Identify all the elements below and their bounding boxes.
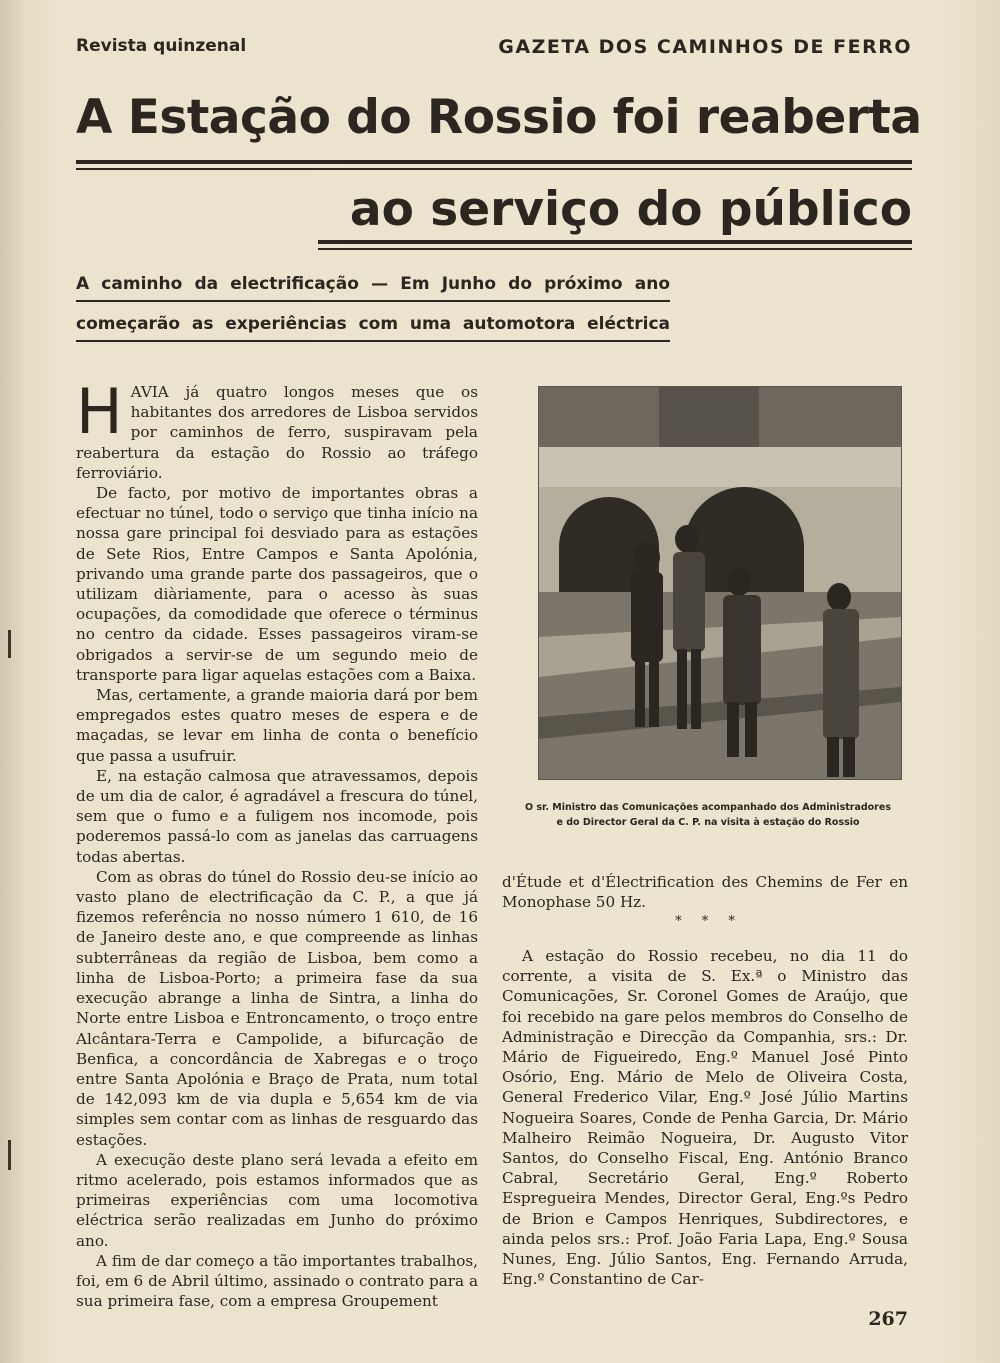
paragraph-visit: A estação do Rossio recebeu, no dia 11 do corrente, a visita de S. Ex.ª o Ministro das Comunicações, Sr. Coronel Gomes de Araújo, que foi recebido na gare pelos membros do Conselho de Administração e Direcção da Companhia, srs.: Dr. Mário de Figueiredo, Eng.º Manuel José Pinto Osório, Eng. Mário de Melo de Oliveira Costa, General Frederico Vilar, Eng.º José Júlio Martins Nogueira Soares, Conde de Penha Garcia, Dr. Mário Malheiro Reimão Nogueira, Dr. Augusto Vitor Santos, do Conselho Fiscal, Eng. António Branco Cabral, Secretário Geral, Eng.º Roberto Espregueira Mendes, Director Geral, Eng.ºs Pedro de Brion e Campos Henriques, Subdirectores, e ainda pelos srs.: Prof. João Faria Lapa, Eng.º Sousa Nunes, Eng. Júlio Santos, Eng. Fernando Arruda, Eng.º Constantino de Car- xyxy=(502,947,908,1289)
photo-ministers-at-rossio xyxy=(538,386,902,780)
paragraph-4: E, na estação calmosa que atravessamos, depois de um dia de calor, é agradável a frescura do túnel, sem que o fumo e a fuligem nos incomode, pois poderemos passá-lo com as janelas das carruagens todas abertas. xyxy=(76,766,478,866)
paragraph-3: Mas, certamente, a grande maioria dará por bem empregados estes quatro meses de espera e de maçadas, se levar em linha de conta o benefício que passa a usufruir. xyxy=(76,686,478,765)
paragraph-5: Com as obras do túnel do Rossio deu-se início ao vasto plano de electrificação da C. P., a que já fizemos referência no nosso número 1 610, de 16 de Janeiro deste ano, e que compreende as linhas subterrâneas da região de Lisboa, bem como a linha de Lisboa-Porto; a primeira fase da sua execução abrange a linha de Sintra, a linha do Norte entre Lisboa e Entroncamento, o troço entre Alcântara-Terra e Campolide, a bifurcação de Benfica, a concordância de Xabregas e o troço entre Santa Apolónia e Braço de Prata, num total de 142,093 km de via dupla e 5,654 km de via simples sem contar com as linhas de resguardo das estações. xyxy=(76,867,478,1149)
paragraph-continued: d'Étude et d'Électrification des Chemins de Fer en Monophase 50 Hz. xyxy=(502,873,908,912)
station-photo-illustration xyxy=(539,387,901,779)
photo-caption-line-1: O sr. Ministro das Comunicações acompanhado dos Administradores xyxy=(525,802,891,813)
margin-mark xyxy=(8,630,11,658)
header-right: GAZETA DOS CAMINHOS DE FERRO xyxy=(498,36,912,58)
paragraph-1-text: AVIA já quatro longos meses que os habitantes dos arredores de Lisboa servidos por caminhos de ferro, suspiravam pela reabertura da estação do Rossio ao tráfego ferroviário. xyxy=(76,383,478,482)
article-right-column-top xyxy=(502,872,908,912)
page-number: 267 xyxy=(868,1308,908,1330)
title-rule-top-thin xyxy=(76,168,912,170)
paragraph-6: A execução deste plano será levada a efeito em ritmo acelerado, pois estamos informados que as primeiras experiências com uma locomotiva eléctrica serão realizadas em Junho do próximo ano. xyxy=(76,1150,478,1250)
headline-line-2: ao serviço do público xyxy=(349,182,912,237)
subtitle-line-2: começarão as experiências com uma automotora eléctrica xyxy=(76,314,670,334)
subtitle-rule-1 xyxy=(76,300,670,302)
title-rule-top xyxy=(76,160,912,164)
subtitle-line-1: A caminho da electrificação — Em Junho do próximo ano xyxy=(76,274,670,294)
title-rule-bottom xyxy=(318,240,912,244)
drop-cap: H xyxy=(76,375,123,448)
paragraph-7: A fim de dar começo a tão importantes trabalhos, foi, em 6 de Abril último, assinado o contrato para a sua primeira fase, com a empresa Groupement xyxy=(76,1251,478,1311)
paragraph-2: De facto, por motivo de importantes obras a efectuar no túnel, todo o serviço que tinha início na nossa gare principal foi desviado para as estações de Sete Rios, Entre Campos e Santa Apolónia, privando uma grande parte dos passageiros, que o utilizam diàriamente, para o acesso às suas ocupações, da comodidade que oferece o términus no centro da cidade. Esses passageiros viram-se obrigados a servir-se de um segundo meio de transporte para ligar aquelas estações com a Baixa. xyxy=(76,484,478,684)
photo-caption-line-2: e do Director Geral da C. P. na visita à estação do Rossio xyxy=(556,817,860,828)
title-rule-bottom-thin xyxy=(318,248,912,250)
subtitle-rule-2 xyxy=(76,340,670,342)
section-separator: * * * xyxy=(675,914,743,929)
headline-line-1: A Estação do Rossio foi reaberta xyxy=(76,90,922,145)
article-left-column xyxy=(76,375,478,1311)
margin-mark xyxy=(8,1140,11,1170)
article-right-column-bottom xyxy=(502,946,908,1289)
photo-caption xyxy=(510,800,906,830)
header-left: Revista quinzenal xyxy=(76,36,247,56)
paragraph-1 xyxy=(76,375,478,483)
